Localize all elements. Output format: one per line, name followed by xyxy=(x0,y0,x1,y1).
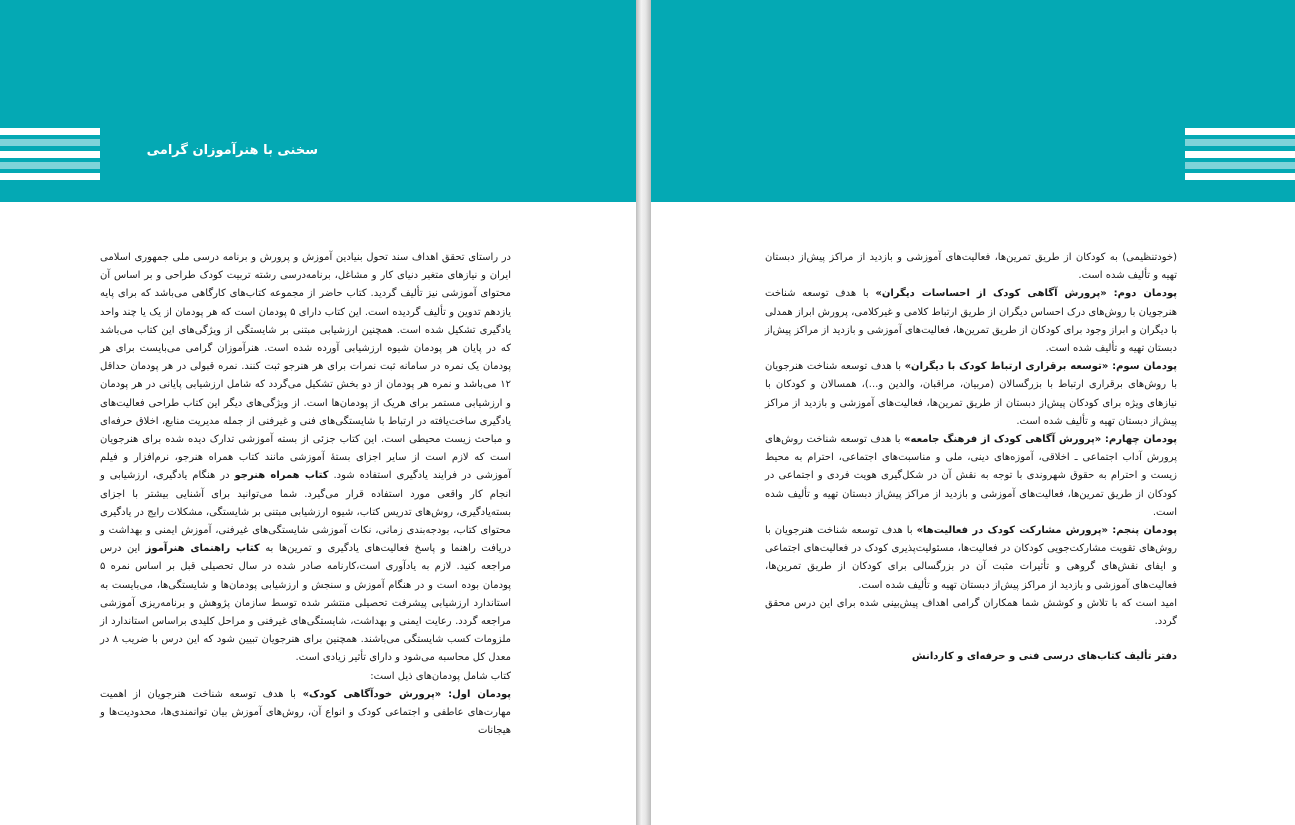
module-3-paragraph: پودمان سوم: «توسعه برقراری ارتباط کودک با دیگران» با هدف توسعه شناخت هنرجویان با روش‌های برقراری ارتباط با بزرگسالان (مربیان، مراقبان، والدین و...)، همسالان و کودکان با نیازهای ویژه برای کودکان پیش‌از دبستان از طریق تمرین‌ها، فعالیت‌های آموزشی و بازدید از مراکز پیش‌از دبستان تهیه و تألیف شده است. xyxy=(765,361,1177,427)
header-banner xyxy=(0,0,636,202)
intro-paragraph: در راستای تحقق اهداف سند تحول بنیادین آموزش و پرورش و برنامه درسی ملی جمهوری اسلامی ایران و نیازهای متغیر دنیای کار و مشاغل، برنامه‌درسی رشته تربیت کودک طراحی و بر اساس آن محتوای آموزشی نیز تألیف گردید. کتاب حاضر از مجموعه کتاب‌های کارگاهی می‌باشد که برای پایه یازدهم تدوین و تألیف گردیده است. این کتاب دارای ۵ پودمان است که هر پودمان از یک یا چند واحد یادگیری تشکیل شده است. همچنین ارزشیابی مبتنی بر شایستگی از ویژگی‌های این کتاب می‌باشد که در پایان هر پودمان شیوه ارزشیابی آورده شده است. هنرآموزان گرامی می‌بایست برای هر پودمان یک نمره در سامانه ثبت نمرات برای هر هنرجو ثبت کنند. نمره قبولی در هر پودمان حداقل ۱۲ می‌باشد و نمره هر پودمان از دو بخش تشکیل می‌گردد که شامل ارزشیابی پایانی در هر پودمان و ارزشیابی مستمر برای هریک از پودمان‌ها است. از ویژگی‌های دیگر این کتاب طراحی فعالیت‌های یادگیری ساخت‌یافته در ارتباط با شایستگی‌های فنی و غیرفنی از جمله مدیریت منابع، اخلاق حرفه‌ای و مباحث زیست محیطی است. این کتاب جزئی از بسته آموزشی تدارک دیده شده برای هنرجویان است که لازم است از سایر اجزای بستهٔ آموزشی مانند کتاب همراه هنرجو، نرم‌افزار و فیلم آموزشی در فرایند یادگیری استفاده شود. کتاب همراه هنرجو در هنگام یادگیری، ارزشیابی و انجام کار واقعی مورد استفاده قرار می‌گیرد. شما می‌توانید برای آشنایی بیشتر با اجزای بسته‌یادگیری، روش‌های تدریس کتاب، شیوه ارزشیابی مبتنی بر شایستگی، مشکلات رایج در یادگیری محتوای کتاب، بودجه‌بندی زمانی، نکات آموزشی شایستگی‌های غیرفنی، آموزش ایمنی و بهداشت و دریافت راهنما و پاسخ فعالیت‌های یادگیری و تمرین‌ها به کتاب راهنمای هنرآموز این درس مراجعه کنید. لازم به یادآوری است،کارنامه صادر شده در سال تحصیلی قبل بر اساس نمره ۵ پودمان بوده است و در هنگام آموزش و سنجش و ارزشیابی پودمان‌ها و شایستگی‌ها، می‌بایست به استاندارد ارزشیابی پیشرفت تحصیلی منتشر شده توسط سازمان پژوهش و برنامه‌ریزی آموزشی مراجعه گردد. رعایت ایمنی و بهداشت، شایستگی‌های غیرفنی و مراحل کلیدی براساس استاندارد از ملزومات کسب شایستگی می‌باشند. همچنین برای هنرجویان تبیین شود که این درس با ضریب ۸ در معدل کل محاسبه می‌شود و دارای تأثیر زیادی است. xyxy=(100,252,511,664)
decorative-stripe xyxy=(0,128,100,135)
decorative-stripe xyxy=(1185,151,1295,158)
right-page xyxy=(651,0,1295,825)
module-4-paragraph: پودمان چهارم: «پرورش آگاهی کودک از فرهنگ جامعه» با هدف توسعه شناخت روش‌های پرورش آداب اجتماعی ـ اخلاقی، آموزه‌های دینی، ملی و مناسبت‌های اجتماعی، احترام به محیط زیست و احترام به حقوق شهروندی با توجه به نقش آن در شکل‌گیری هویت فردی و اجتماعی در کودکان از طریق تمرین‌ها، فعالیت‌های آموزشی و بازدید از مراکز پیش‌از دبستان تهیه و تألیف شده است. xyxy=(765,434,1177,518)
decorative-stripe xyxy=(0,139,100,146)
modules-intro: کتاب شامل پودمان‌های ذیل است: xyxy=(370,670,511,682)
module-1-continued: (خودتنظیمی) به کودکان از طریق تمرین‌ها، فعالیت‌های آموزشی و بازدید از مراکز پیش‌از دبستان تهیه و تألیف شده است. xyxy=(765,252,1177,282)
decorative-stripe xyxy=(1185,139,1295,146)
signature: دفتر تألیف کتاب‌های درسی فنی و حرفه‌ای و کاردانش xyxy=(911,651,1177,663)
module-2-title: پودمان دوم: «پرورش آگاهی کودک از احساسات دیگران» xyxy=(875,288,1177,300)
header-banner xyxy=(651,0,1295,202)
decorative-stripe xyxy=(1185,128,1295,135)
decorative-stripe xyxy=(1185,173,1295,180)
companion-book-term: کتاب همراه هنرجو xyxy=(234,470,329,482)
module-1-paragraph: پودمان اول: «پرورش خودآگاهی کودک» با هدف توسعه شناخت هنرجویان از اهمیت مهارت‌های عاطفی و اجتماعی کودک و انواع آن، روش‌های آموزش بیان توانمندی‌ها، محدودیت‌ها و هیجانات xyxy=(100,688,511,737)
teacher-guide-term: کتاب راهنمای هنرآموز xyxy=(145,543,260,555)
module-1-title: پودمان اول: «پرورش خودآگاهی کودک» xyxy=(302,688,511,700)
module-3-title: پودمان سوم: «توسعه برقراری ارتباط کودک با دیگران» xyxy=(904,361,1177,373)
module-5-title: پودمان پنجم: «پرورش مشارکت کودک در فعالیت‌ها» xyxy=(916,525,1177,537)
module-2-paragraph: پودمان دوم: «پرورش آگاهی کودک از احساسات دیگران» با هدف توسعه شناخت هنرجویان با روش‌های درک احساس دیگران از طریق ارتباط کلامی و غیرکلامی، پرورش ابراز همدلی با دیگران و ابراز وجود برای کودکان از طریق تمرین‌ها، فعالیت‌های آموزشی و بازدید از مراکز پیش‌از دبستان تهیه و تألیف شده است. xyxy=(765,288,1177,355)
closing-paragraph: امید است که با تلاش و کوشش شما همکاران گرامی اهداف پیش‌بینی شده برای این درس محقق گردد. xyxy=(765,597,1177,628)
decorative-stripe xyxy=(0,173,100,180)
decorative-stripe xyxy=(0,151,100,158)
right-text-column xyxy=(765,249,1177,666)
module-5-paragraph: پودمان پنجم: «پرورش مشارکت کودک در فعالیت‌ها» با هدف توسعه شناخت هنرجویان با روش‌های تقویت مشارکت‌جویی کودکان در فعالیت‌ها، مسئولیت‌پذیری کودک در فعالیت‌های اجتماعی و ایفای نقش‌های گروهی و تأثیرات مثبت آن در بزرگسالی برای کودکان از طریق تمرین‌ها، فعالیت‌های آموزشی و بازدید از مراکز پیش‌از دبستان تهیه و تألیف شده است. xyxy=(765,525,1177,591)
decorative-stripe xyxy=(1185,162,1295,169)
left-page xyxy=(0,0,636,825)
module-4-title: پودمان چهارم: «پرورش آگاهی کودک از فرهنگ جامعه» xyxy=(904,434,1177,446)
left-text-column xyxy=(100,249,511,740)
book-gutter xyxy=(636,0,651,825)
decorative-stripe xyxy=(0,162,100,169)
page-title: سخنی با هنرآموزان گرامی xyxy=(146,143,318,158)
